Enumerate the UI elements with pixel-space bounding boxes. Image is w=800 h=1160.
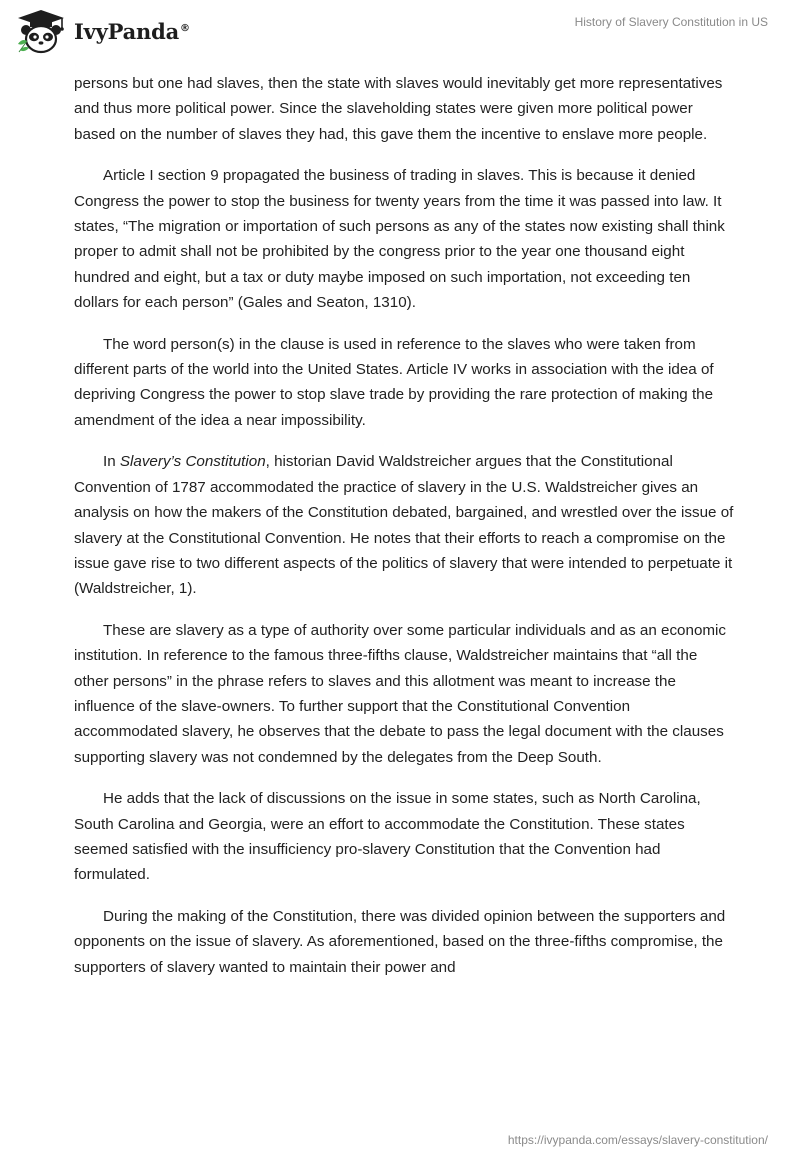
site-logo[interactable] xyxy=(14,8,190,54)
paragraph-5: These are slavery as a type of authority over some particular individuals and as an economic institution. In reference to the famous three-fifths clause, Waldstreicher maintains that “all the other persons” in the phrase refers to slaves and this allotment was meant to increase the influence of the slave-owners. To further support that the Constitutional Convention accommodated slavery, he observes that the debate to pass the legal document with the clauses supporting slavery was not condemned by the delegates from the Deep South. xyxy=(74,621,727,766)
paragraph-4 xyxy=(74,449,734,601)
page-header xyxy=(0,0,800,60)
paragraph-2: Article I section 9 propagated the business of trading in slaves. This is because it denied Congress the power to stop the business for twenty years from the time it was passed into law. It states, “The migration or importation of such persons as any of the states now existing shall think proper to admit shall not be prohibited by the congress prior to the year one thousand eight hundred and eight, but a tax or duty maybe imposed on such importation, not exceeding ten dollars for each person” (Gales and Seaton, 1310). xyxy=(74,167,725,312)
essay-body xyxy=(74,71,734,996)
book-title: Slavery’s Constitution xyxy=(119,453,266,471)
paragraph-4-text: , historian David Waldstreicher argues that the Constitutional Convention of 1787 accommodated the practice of slavery in the U.S. Waldstreicher gives an analysis on how the makers of the Constitution debated, bargained, and wrestled over the issue of slavery at the Constitutional Convention. He notes that their efforts to reach a compromise on the issue gave rise to two different aspects of the politics of slavery that were intended to perpetuate it (Waldstreicher, 1). xyxy=(74,453,734,598)
paragraph-3: The word person(s) in the clause is used in reference to the slaves who were taken from different parts of the world into the United States. Article IV works in association with the idea of depriving Congress the power to stop slave trade by providing the rare protection of making the amendment of the idea a near impossibility. xyxy=(74,335,714,429)
registered-mark: ® xyxy=(180,22,190,34)
panda-graduate-icon xyxy=(14,8,68,54)
paragraph-7: During the making of the Constitution, there was divided opinion between the supporters and opponents on the issue of slavery. As aforementioned, based on the three-fifths compromise, the supporters of slavery wanted to maintain their power and xyxy=(74,907,726,976)
logo-wordmark: IvyPanda® xyxy=(74,18,190,44)
document-title: History of Slavery Constitution in US xyxy=(574,15,768,29)
paragraph-1: persons but one had slaves, then the state with slaves would inevitably get more representatives and thus more political power. Since the slaveholding states were given more political power based on the number of slaves they had, this gave them the incentive to enslave more people. xyxy=(74,75,723,143)
paragraph-4-prefix: In xyxy=(103,453,120,471)
source-url[interactable]: https://ivypanda.com/essays/slavery-constitution/ xyxy=(507,1133,768,1147)
paragraph-6: He adds that the lack of discussions on the issue in some states, such as North Carolina, South Carolina and Georgia, were an effort to accommodate the Constitution. These states seemed satisfied with the insufficiency pro-slavery Constitution that the Convention had formulated. xyxy=(74,790,701,884)
